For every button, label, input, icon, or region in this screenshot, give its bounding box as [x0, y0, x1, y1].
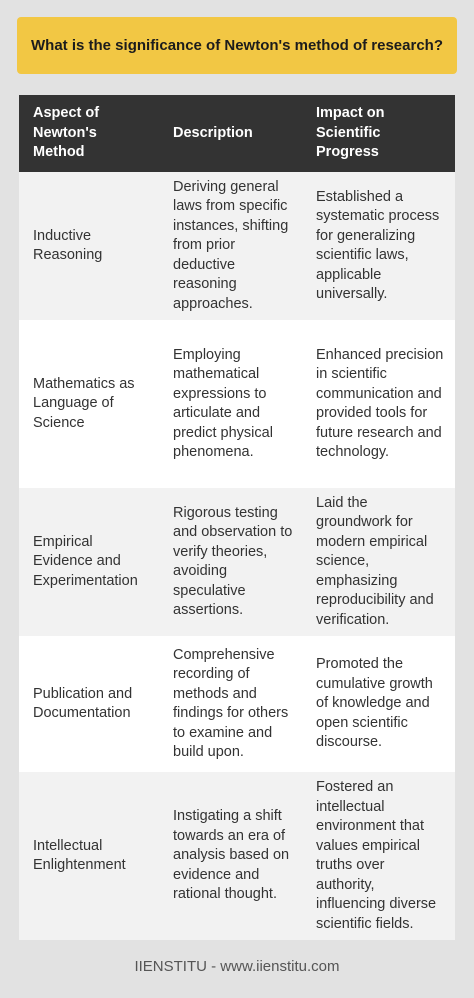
- description-cell: Deriving general laws from specific instances, shifting from prior deductive reasoning approaches.: [173, 178, 289, 312]
- footer-credit: IIENSTITU - www.iienstitu.com: [134, 958, 340, 975]
- aspect-cell: Mathematics as Language of Science: [33, 375, 135, 431]
- comparison-table: [19, 95, 455, 940]
- description-cell: Comprehensive recording of methods and findings for others to examine and build upon.: [173, 646, 289, 760]
- impact-cell: Established a systematic process for generalizing scientific laws, applicable universally.: [316, 188, 440, 302]
- header-description: Description: [173, 124, 253, 141]
- table-row: [19, 636, 455, 772]
- impact-cell: Enhanced precision in scientific communication and provided tools for future research and technology.: [316, 346, 444, 460]
- table-row: [19, 772, 455, 940]
- header-aspect: Aspect of Newton's Method: [33, 105, 100, 161]
- impact-cell: Laid the groundwork for modern empirical science, emphasizing reproducibility and verification.: [316, 494, 434, 628]
- aspect-cell: Publication and Documentation: [33, 685, 133, 721]
- page-title: What is the significance of Newton's method of research?: [17, 17, 457, 74]
- aspect-cell: Inductive Reasoning: [33, 227, 103, 263]
- table-row: [19, 172, 455, 320]
- impact-cell: Promoted the cumulative growth of knowledge and open scientific discourse.: [316, 656, 433, 751]
- aspect-cell: Empirical Evidence and Experimentation: [33, 533, 138, 589]
- description-cell: Employing mathematical expressions to articulate and predict physical phenomena.: [173, 346, 273, 460]
- table-row: [19, 320, 455, 488]
- impact-cell: Fostered an intellectual environment that values empirical truths over authority, influencing diverse scientific fields.: [316, 779, 437, 932]
- table-row: [19, 488, 455, 636]
- aspect-cell: Intellectual Enlightenment: [33, 837, 126, 873]
- description-cell: Instigating a shift towards an era of analysis based on evidence and rational thought.: [173, 808, 290, 903]
- header-impact: Impact on Scientific Progress: [316, 105, 385, 161]
- table-header-row: [19, 95, 455, 172]
- description-cell: Rigorous testing and observation to verify theories, avoiding speculative assertions.: [173, 504, 293, 618]
